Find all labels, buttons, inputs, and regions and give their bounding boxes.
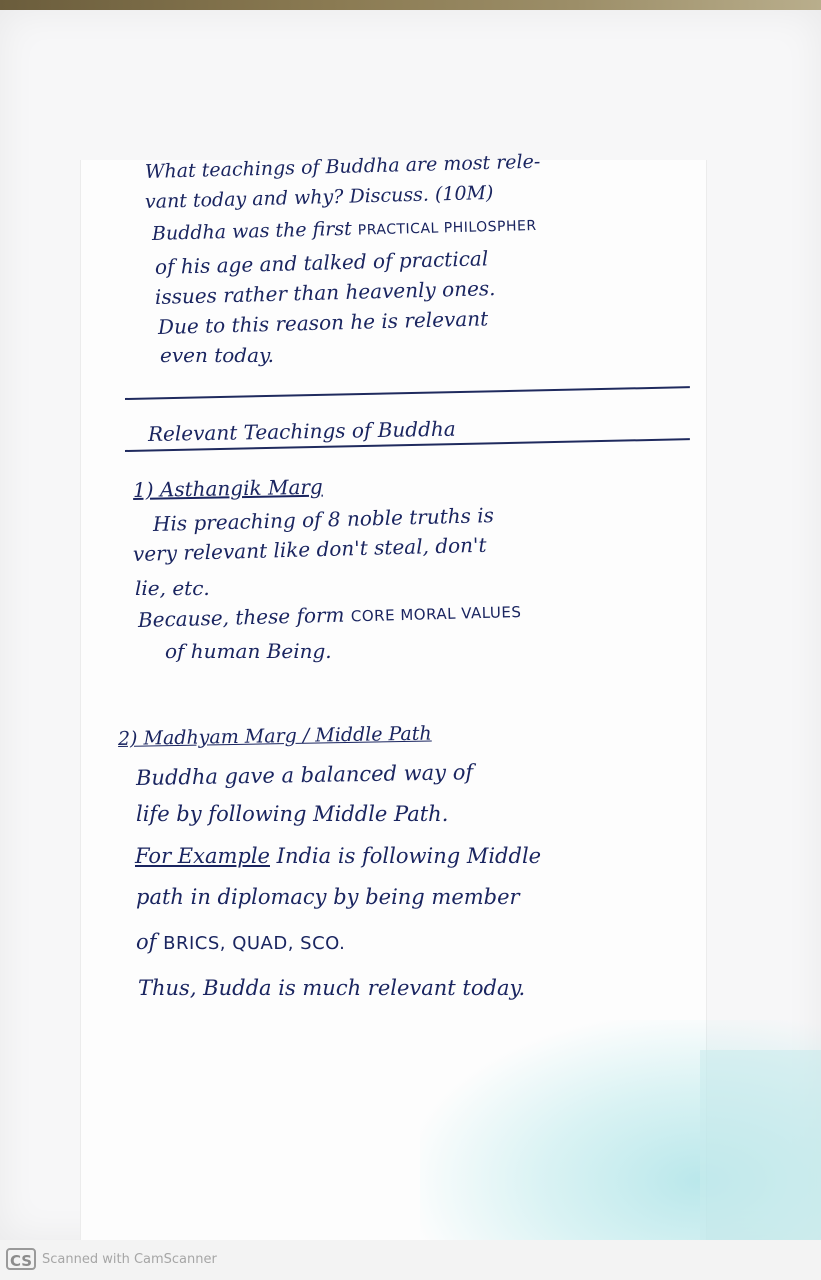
camscanner-footer <box>0 1240 821 1280</box>
section-heading: Relevant Teachings of Buddha <box>147 416 456 446</box>
point-1-line-2: very relevant like don't steal, don't <box>132 532 487 566</box>
point-2-line-3-example: For Example <box>135 844 270 868</box>
point-2-line-2: life by following Middle Path. <box>136 802 449 826</box>
point-2-line-3 <box>135 846 541 867</box>
intro-line-2: of his age and talked of practical <box>154 246 489 279</box>
point-2-line-1: Buddha gave a balanced way of <box>135 760 474 790</box>
intro-line-1-text: Buddha was the first <box>151 217 353 245</box>
conclusion-line: Thus, Budda is much relevant today. <box>138 976 526 1000</box>
point-1-line-3: lie, etc. <box>135 576 210 600</box>
point-1-line-5: of human Being. <box>165 639 332 663</box>
intro-line-4: Due to this reason he is relevant <box>157 306 489 339</box>
point-2-line-5-caps: BRICS, QUAD, SCO. <box>163 933 346 954</box>
camscanner-logo-icon: CS <box>6 1248 36 1270</box>
point-2-line-3-text: India is following Middle <box>276 844 542 868</box>
scan-color-tint-edge <box>700 1050 821 1250</box>
point-1-line-4-text: Because, these form <box>137 602 345 632</box>
point-2-line-5-text: of <box>136 930 157 954</box>
intro-line-1-caps: PRACTICAL PHILOSPHER <box>357 217 537 239</box>
question-line-1: What teachings of Buddha are most rele- <box>144 150 541 183</box>
point-1-title: 1) Asthangik Marg <box>132 474 323 502</box>
intro-line-3: issues rather than heavenly ones. <box>154 276 496 309</box>
question-line-2: vant today and why? Discuss. (10M) <box>144 181 494 213</box>
point-1-line-4-caps: CORE MORAL VALUES <box>350 602 522 626</box>
camscanner-watermark: Scanned with CamScanner <box>42 1252 217 1267</box>
point-2-line-4: path in diplomacy by being member <box>136 885 520 909</box>
point-2-line-5 <box>136 932 345 953</box>
intro-line-5: even today. <box>160 343 275 367</box>
point-2-title: 2) Madhyam Marg / Middle Path <box>117 722 432 750</box>
point-1-line-1: His preaching of 8 noble truths is <box>152 503 495 536</box>
